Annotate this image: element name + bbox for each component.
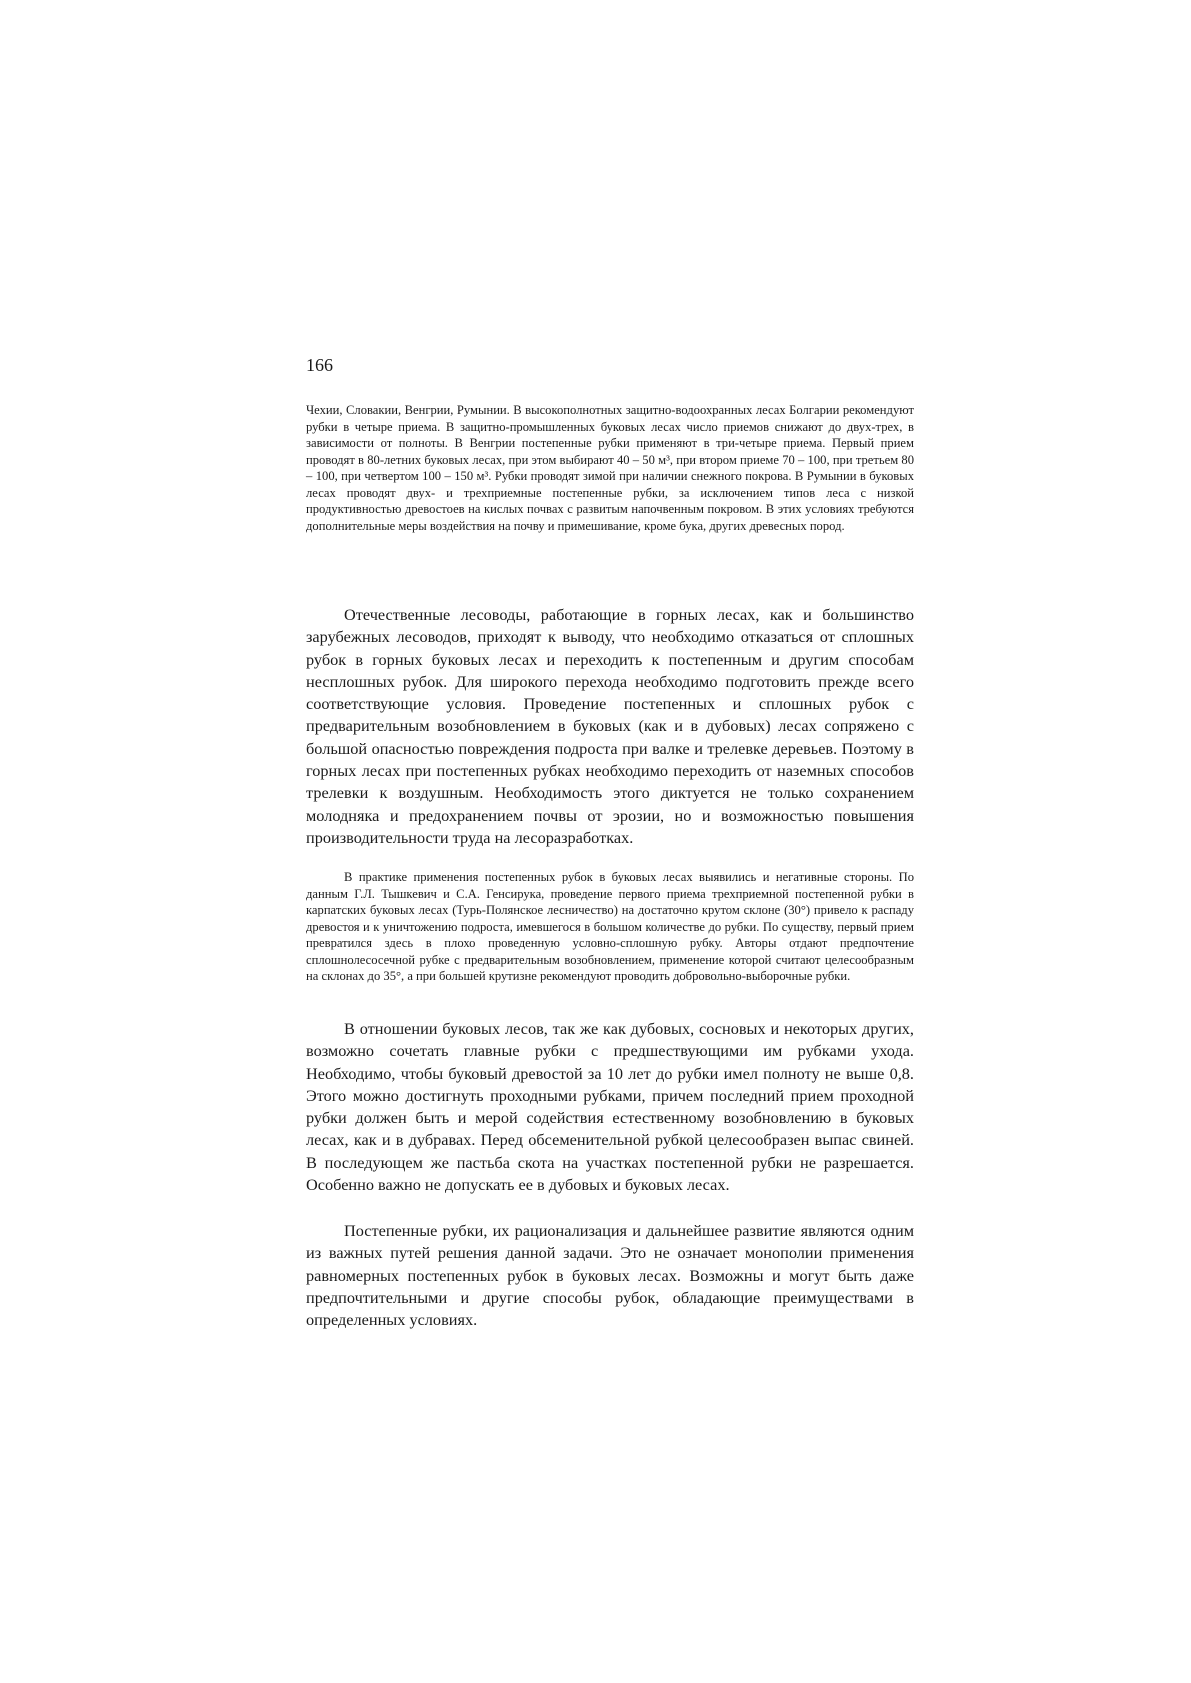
body-paragraph: В отношении буковых лесов, так же как дубовых, сосновых и некоторых других, возможно сочетать главные рубки с предшествующими им рубками ухода. Необходимо, чтобы буковый древостой за 10 лет до рубки имел полноту не выше 0,8. Этого можно достигнуть проходными рубками, причем последний прием проходной рубки должен быть и мерой содействия естественному возобновлению в буковых лесах, как и в дубравах. Перед обсеменительной рубкой целесообразен выпас свиней. В последующем же пастьба скота на участках постепенной рубки не разрешается. Особенно важно не допускать ее в дубовых и буковых лесах. — [306, 1019, 914, 1195]
body-paragraph: Постепенные рубки, их рационализация и дальнейшее развитие являются одним из важных путей решения данной задачи. Это не означает монополии применения равномерных постепенных рубок в буковых лесах. Возможны и могут быть даже предпочтительными и другие способы рубок, обладающие преимуществами в определенных условиях. — [306, 1221, 914, 1330]
page-number: 166 — [306, 355, 333, 375]
small-print-paragraph: Чехии, Словакии, Венгрии, Румынии. В высокополнотных защитно-водоохранных лесах Болгарии рекомендуют рубки в четыре приема. В защитно-промышленных буковых лесах число приемов снижают до двух-трех, в зависимости от полноты. В Венгрии постепенные рубки применяют в три-четыре приема. Первый прием проводят в 80-летних буковых лесах, при этом выбирают 40 – 50 м³, при втором приеме 70 – 100, при третьем 80 – 100, при четвертом 100 – 150 м³. Рубки проводят зимой при наличии снежного покрова. В Румынии в буковых лесах проводят двух- и трехприемные постепенные рубки, за исключением типов леса с низкой продуктивностью древостоев на кислых почвах с развитым напочвенным покровом. В этих условиях требуются дополнительные меры воздействия на почву и примешивание, кроме бука, других древесных пород. — [306, 403, 914, 533]
small-print-paragraph: В практике применения постепенных рубок в буковых лесах выявились и негативные стороны. По данным Г.Л. Тышкевич и С.А. Генсирука, проведение первого приема трехприемной постепенной рубки в карпатских буковых лесах (Турь-Полянское лесничество) на достаточно крутом склоне (30°) привело к распаду древостоя и к уничтожению подроста, имевшегося в большом количестве до рубки. По существу, первый прием превратился здесь в плохо проведенную условно-сплошную рубку. Авторы отдают предпочтение сплошнолесосечной рубке с предварительным возобновлением, применение которой считают целесообразным на склонах до 35°, а при большей крутизне рекомендуют проводить добровольно-выборочные рубки. — [306, 870, 914, 983]
body-paragraph: Отечественные лесоводы, работающие в горных лесах, как и большинство зарубежных лесоводов, приходят к выводу, что необходимо отказаться от сплошных рубок в горных буковых лесах и переходить к постепенным и другим способам несплошных рубок. Для широкого перехода необходимо подготовить прежде всего соответствующие условия. Проведение постепенных и сплошных рубок с предварительным возобновлением в буковых (как и в дубовых) лесах сопряжено с большой опасностью повреждения подроста при валке и трелевке деревьев. Поэтому в горных лесах при постепенных рубках необходимо переходить от наземных способов трелевки к воздушным. Необходимость этого диктуется не только сохранением молодняка и предохранением почвы от эрозии, но и возможностью повышения производительности труда на лесоразработках. — [306, 605, 914, 847]
